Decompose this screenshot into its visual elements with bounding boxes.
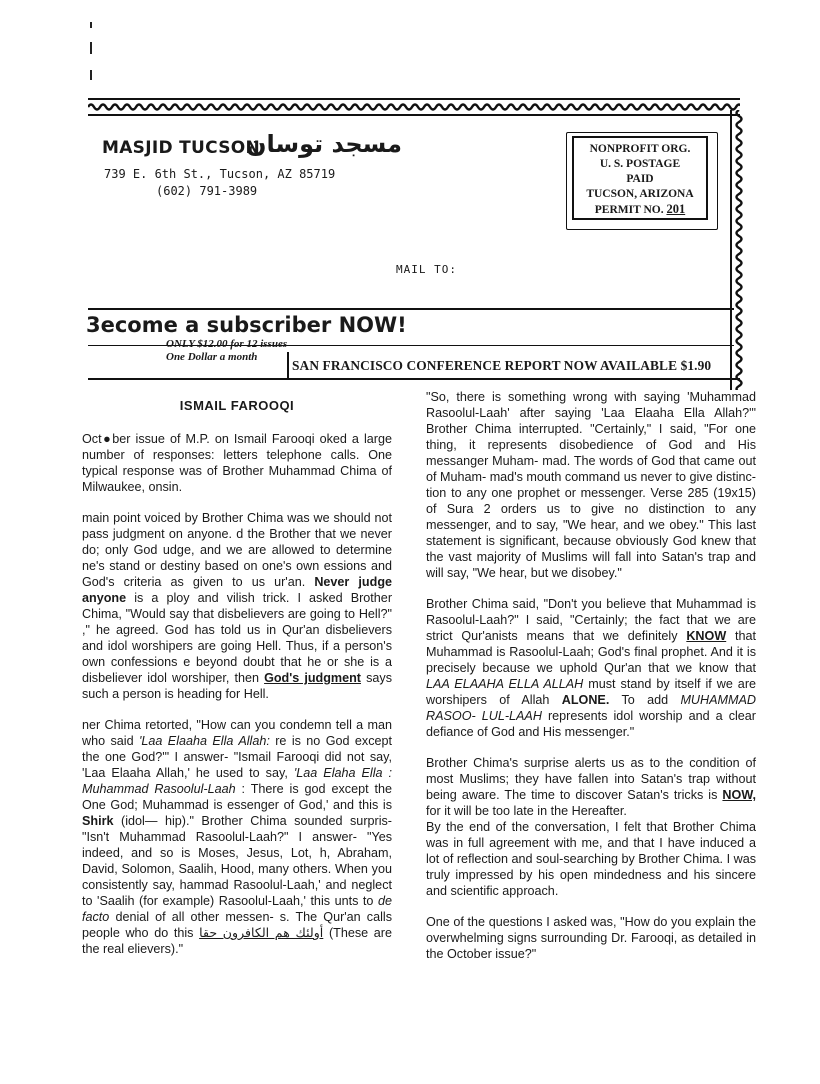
text-run: Brother Chima's surprise alerts us as to the condition of most Muslims; they have fallen into Satan's trap without being aware. The time to discover Satan's tricks is <box>426 756 756 802</box>
mail-to-label: MAIL TO: <box>396 263 457 276</box>
emphasis-text: Shirk <box>82 814 114 828</box>
subscribe-headline: 3ecome a subscriber NOW! <box>86 313 407 337</box>
emphasis-text: Never judge anyone <box>82 575 393 605</box>
paragraph <box>82 510 392 702</box>
org-address-block <box>104 166 335 200</box>
price-line-1: ONLY $12.00 for 12 issues <box>166 338 288 350</box>
margin-speck <box>90 70 92 80</box>
text-run: is a ploy and vilish trick. I asked Brother Chima, "Would say that disbelievers are going to Hell?" ," he agreed. God has told us in Qur'an disbelievers and idol worshipers are going Hell. Thus, if a person's own confessions e beyond doubt that he or she is a disbeliever idol worshiper, then <box>82 591 393 685</box>
text-run: Brother Chima said, "Don't you believe that Muhammad is Rasoolul-Laah?" I said, "Certainly; the fact that we are strict Qur'anists means that we definitely <box>426 597 756 643</box>
divider-rule <box>88 308 734 310</box>
postage-line-1: NONPROFIT ORG. <box>589 143 691 155</box>
org-address: 739 E. 6th St., Tucson, AZ 85719 <box>104 167 336 181</box>
arabic-quote: أولئك هم الكافرون حقا <box>199 926 324 940</box>
permit-label: PERMIT NO. <box>594 204 664 216</box>
paragraph <box>426 755 756 819</box>
price-block <box>166 338 287 364</box>
emphasis-text: NOW, <box>722 788 757 802</box>
postage-line-2: U. S. POSTAGE <box>599 158 681 170</box>
org-name: MASJID TUCSON <box>102 138 261 158</box>
margin-speck <box>90 22 92 28</box>
paragraph <box>426 596 756 740</box>
italic-text: 'Laa Elaaha Ella Allah: <box>139 734 270 748</box>
article-heading: ISMAIL FAROOQI <box>179 398 295 413</box>
postage-line-3: PAID <box>626 173 654 185</box>
text-run: represents idol worship and a clear defiance of God and His messenger." <box>426 709 756 739</box>
postage-outer-frame <box>566 132 718 230</box>
text-run: (These are the real elievers)." <box>82 926 393 956</box>
permit-number: 201 <box>666 202 686 216</box>
org-name-arabic: مسجد توسان <box>246 130 402 158</box>
paragraph: By the end of the conversation, I felt that Brother Chima was in full agreement with me, and that I have induced a lot of reflection and soul-searching by Brother Chima. I was truly impressed by his open mindedness and his sincere and scientific approach. <box>426 820 756 898</box>
paragraph: Oct●ber issue of M.P. on Ismail Farooqi oked a large number of responses: letters telephone calls. One typical response was of Brother Muhammad Chima of Milwaukee, onsin. <box>82 432 392 494</box>
paragraph: One of the questions I asked was, "How do you explain the overwhelming signs surrounding Dr. Farooqi, as detailed in the October issue?" <box>426 915 756 961</box>
postage-line-4: TUCSON, ARIZONA <box>586 188 694 200</box>
text-run: (idol— hip)." Brother Chima sounded surpris- "Isn't Muhammad Rasoolul-Laah?" I answer- "Yes indeed, and so is Moses, Jesus, Lot, h, Abraham, David, Solomon, Saalih, Hood, many others. When you consistently say, hammad Rasoolul-Laah,' and neglect to 'Saalih (for example) Rasoolul-Laah,' this unts to <box>82 814 392 908</box>
paragraph: "So, there is something wrong with saying 'Muhammad Rasoolul-Laah' after saying 'Laa Elaaha Ella Allah?'" Brother Chima interrupted. "Certainly," I said, "For one thing, it represents disobedience of God and His messanger Muham- mad. The words of God that came out of Muham- mad's mouth command us never to give distinc- tion to any one prophet or messenger. Verse 285 (19x15) of Sura 2 orders us to give no distinction to any messenger, and to say, "We hear, and we obey." This last statement is significant, because obviously God knew that the vast majority of Muslims will fall into Satan's trap and will say, "We hear, but we disobey." <box>426 390 756 580</box>
decorative-right-border <box>730 110 746 390</box>
article-column-right <box>426 389 756 977</box>
paragraph <box>82 717 392 957</box>
emphasis-text: KNOW <box>686 629 727 643</box>
italic-text: LAA ELAAHA ELLA ALLAH <box>426 677 584 691</box>
text-run: must stand by itself if we are worshipers of Allah <box>426 677 757 707</box>
emphasis-text: God's judgment <box>264 671 361 685</box>
margin-speck <box>90 42 92 54</box>
decorative-border-band <box>88 98 740 116</box>
italic-text: 'Laa Elaha Ella : Muhammad Rasoolul-Laah <box>82 766 393 796</box>
text-run: main point voiced by Brother Chima was we should not pass judgment on anyone. d the Brother that we never do; only God udge, and we are allowed to determine ne's stand or destiny based on one's own essions and God's criteria as given to us ur'an. <box>82 511 392 589</box>
italic-text: de facto <box>82 894 392 924</box>
text-run: that Muhammad is Rasoolul-Laah; God's final prophet. And it is precisely because we uphold Qur'an that we know that <box>426 629 757 675</box>
text-run: re is no God except the one God?'" I answer- "Ismail Farooqi did not say, 'Laa Elaaha Allah,' he used to say, <box>82 734 392 780</box>
conference-notice: SAN FRANCISCO CONFERENCE REPORT NOW AVAILABLE $1.90 <box>292 358 712 373</box>
org-phone: (602) 791-3989 <box>156 184 258 198</box>
text-run: for it will be too late in the Hereafter. <box>426 804 627 818</box>
postage-indicia <box>572 136 708 220</box>
text-run: To add <box>621 693 669 707</box>
text-run: denial of all other messen- s. The Qur'an calls people who do this <box>82 910 392 940</box>
article-column-left <box>82 398 392 972</box>
divider-bar <box>287 352 289 378</box>
text-run: says such a person is heading for Hell. <box>82 671 392 701</box>
divider-rule <box>88 378 740 380</box>
italic-text: MUHAMMAD RASOO- LUL-LAAH <box>426 693 756 723</box>
emphasis-text: ALONE. <box>561 693 610 707</box>
price-line-2: One Dollar a month <box>166 351 258 363</box>
text-run: : There is god except the One God; Muhammad is essenger of God,' and this is <box>82 782 392 812</box>
text-run: ner Chima retorted, "How can you condemn tell a man who said <box>82 718 392 748</box>
